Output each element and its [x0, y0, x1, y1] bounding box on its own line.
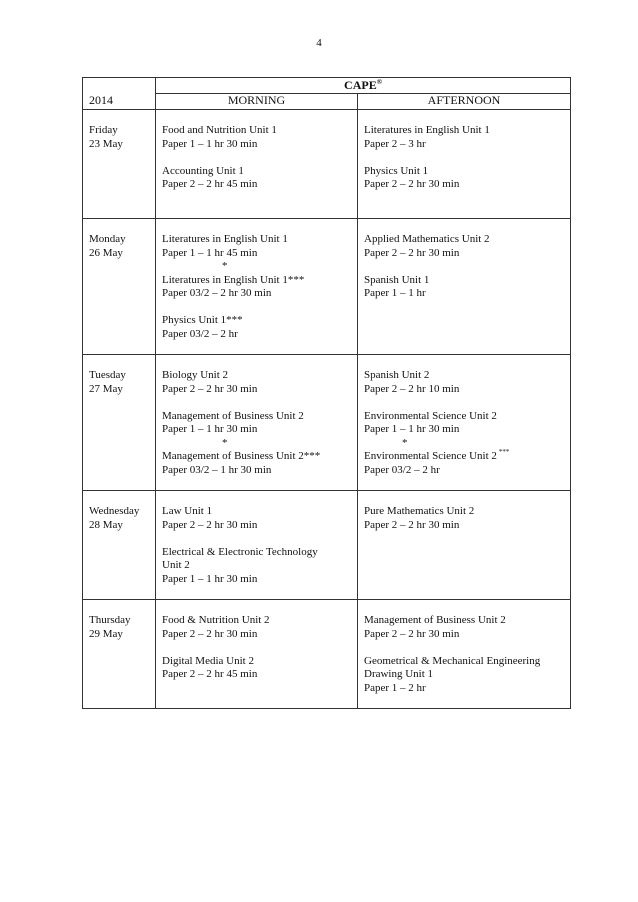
paper: Paper 2 – 2 hr 30 min — [162, 382, 258, 395]
paper: Paper 1 – 1 hr 30 min — [364, 423, 460, 435]
subject: Spanish Unit 1 — [364, 273, 430, 286]
date: 26 May — [89, 246, 123, 259]
year-header-top — [83, 78, 156, 94]
morning-header: MORNING — [156, 94, 358, 110]
subject: Physics Unit 1*** — [162, 314, 243, 326]
separator-star: * — [222, 260, 228, 272]
table-row — [83, 491, 571, 600]
weekday: Wednesday — [89, 505, 140, 517]
paper: Paper 1 – 2 hr — [364, 681, 426, 694]
morning-cell — [156, 355, 358, 491]
morning-cell — [156, 110, 358, 219]
subject: Geometrical & Mechanical Engineering — [364, 654, 541, 667]
subject: Digital Media Unit 2 — [162, 654, 254, 667]
table-row — [83, 600, 571, 709]
subject: Pure Mathematics Unit 2 — [364, 505, 475, 517]
subject: Accounting Unit 1 — [162, 164, 244, 177]
paper: Paper 03/2 – 2 hr — [364, 463, 440, 476]
weekday: Tuesday — [89, 369, 126, 381]
afternoon-cell — [358, 110, 571, 219]
subject: Management of Business Unit 2*** — [162, 450, 321, 462]
subject-continued: Drawing Unit 1 — [364, 668, 434, 680]
subject-text: Environmental Science Unit 2 — [364, 450, 497, 462]
subject: Food and Nutrition Unit 1 — [162, 124, 277, 136]
subject: Physics Unit 1 — [364, 164, 429, 177]
subject — [364, 450, 564, 464]
subject: Applied Mathematics Unit 2 — [364, 233, 490, 245]
subject: Biology Unit 2 — [162, 369, 229, 381]
header-row-exam — [83, 78, 571, 94]
paper: Paper 1 – 1 hr 45 min — [162, 246, 258, 259]
header-row-sessions — [83, 94, 571, 110]
weekday: Monday — [89, 233, 126, 245]
paper: Paper 1 – 1 hr 30 min — [162, 137, 258, 150]
paper: Paper 2 – 2 hr 10 min — [364, 382, 460, 395]
exam-name: CAPE — [344, 78, 377, 92]
paper: Paper 03/2 – 2 hr — [162, 327, 238, 340]
subject: Electrical & Electronic Technology — [162, 545, 318, 558]
afternoon-cell — [358, 355, 571, 491]
afternoon-cell — [358, 491, 571, 600]
separator-star: * — [402, 436, 408, 449]
table-row — [83, 110, 571, 219]
paper: Paper 2 – 3 hr — [364, 137, 426, 150]
date-cell — [83, 110, 156, 219]
date: 28 May — [89, 518, 123, 531]
date-cell — [83, 219, 156, 355]
table-row — [83, 219, 571, 355]
paper: Paper 2 – 2 hr 30 min — [364, 178, 460, 190]
exam-title — [156, 78, 571, 94]
page-number: 4 — [316, 37, 322, 49]
paper: Paper 2 – 2 hr 45 min — [162, 178, 258, 190]
subject: Law Unit 1 — [162, 505, 213, 517]
afternoon-cell — [358, 219, 571, 355]
paper: Paper 2 – 2 hr 30 min — [364, 246, 460, 259]
paper: Paper 2 – 2 hr 30 min — [162, 627, 258, 640]
subject: Management of Business Unit 2 — [364, 614, 506, 626]
paper: Paper 2 – 2 hr 30 min — [162, 518, 258, 531]
paper: Paper 1 – 1 hr 30 min — [162, 423, 258, 435]
subject: Environmental Science Unit 2 — [364, 409, 497, 422]
paper: Paper 2 – 2 hr 45 min — [162, 668, 258, 680]
separator-star: * — [222, 436, 228, 449]
date-cell — [83, 491, 156, 600]
subject: Management of Business Unit 2 — [162, 409, 304, 422]
subject: Literatures in English Unit 1 — [162, 233, 288, 245]
subject-mark: *** — [498, 448, 510, 456]
registered-mark: ® — [376, 78, 382, 86]
exam-timetable — [82, 77, 571, 709]
date: 27 May — [89, 382, 123, 395]
subject: Literatures in English Unit 1 — [364, 124, 490, 136]
paper: Paper 2 – 2 hr 30 min — [364, 518, 460, 531]
subject: Food & Nutrition Unit 2 — [162, 614, 270, 626]
morning-cell — [156, 219, 358, 355]
weekday: Friday — [89, 124, 118, 136]
paper: Paper 03/2 – 1 hr 30 min — [162, 463, 272, 476]
date-cell — [83, 600, 156, 709]
subject: Literatures in English Unit 1*** — [162, 273, 305, 286]
paper: Paper 03/2 – 2 hr 30 min — [162, 287, 272, 299]
paper: Paper 1 – 1 hr — [364, 287, 426, 299]
table-row — [83, 355, 571, 491]
morning-cell — [156, 600, 358, 709]
paper: Paper 2 – 2 hr 30 min — [364, 627, 460, 640]
date-cell — [83, 355, 156, 491]
weekday: Thursday — [89, 614, 131, 626]
afternoon-header: AFTERNOON — [358, 94, 571, 110]
year-header: 2014 — [83, 94, 156, 110]
subject: Spanish Unit 2 — [364, 369, 430, 381]
date: 23 May — [89, 137, 123, 150]
morning-cell — [156, 491, 358, 600]
afternoon-cell — [358, 600, 571, 709]
subject-continued: Unit 2 — [162, 559, 190, 571]
date: 29 May — [89, 627, 123, 640]
paper: Paper 1 – 1 hr 30 min — [162, 572, 258, 585]
